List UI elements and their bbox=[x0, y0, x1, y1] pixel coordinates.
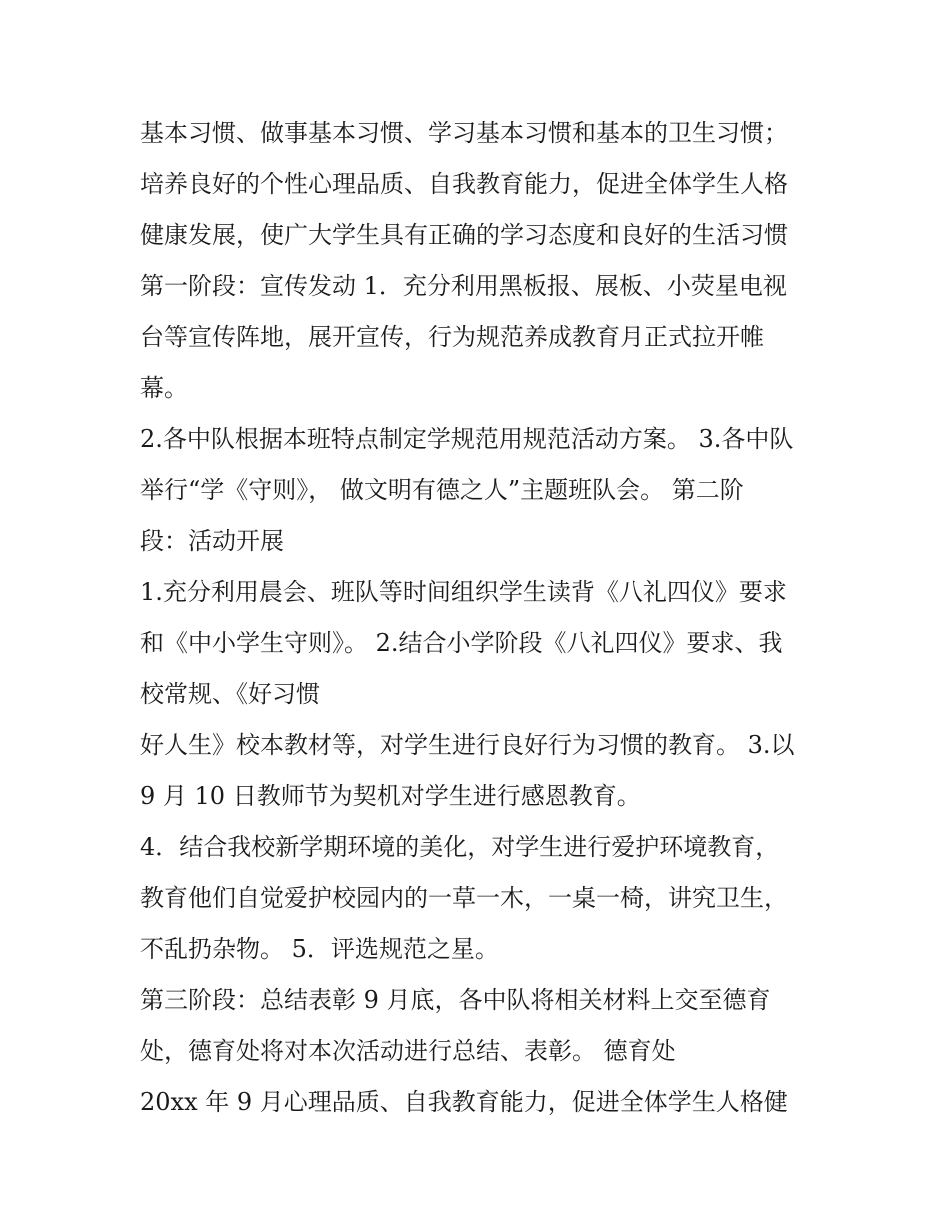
text-line: 1.充分利用晨会、班队等时间组织学生读背《八礼四仪》要求 bbox=[140, 578, 787, 606]
text-line: 2.各中队根据本班特点制定学规范用规范活动方案。 3.各中队 bbox=[140, 425, 794, 453]
text-line: 幕。 bbox=[140, 374, 188, 402]
text-line: 好人生》校本教材等，对学生进行良好行为习惯的教育。 3.以 bbox=[140, 731, 795, 759]
text-line: 培养良好的个性心理品质、自我教育能力，促进全体学生人格 bbox=[140, 170, 788, 198]
text-line: 基本习惯、做事基本习惯、学习基本习惯和基本的卫生习惯； bbox=[140, 119, 788, 147]
text-line: 台等宣传阵地，展开宣传，行为规范养成教育月正式拉开帷 bbox=[140, 323, 764, 351]
text-line: 校常规、《好习惯 bbox=[140, 680, 320, 708]
text-line: 处，德育处将对本次活动进行总结、表彰。 德育处 bbox=[140, 1037, 676, 1065]
text-line: 第三阶段：总结表彰 9 月底，各中队将相关材料上交至德育 bbox=[140, 986, 771, 1014]
text-line: 段：活动开展 bbox=[140, 527, 284, 555]
text-line: 第一阶段：宣传发动 1．充分利用黑板报、展板、小荧星电视 bbox=[140, 272, 787, 300]
text-line: 健康发展，使广大学生具有正确的学习态度和良好的生活习惯 bbox=[140, 221, 788, 249]
text-line: 举行“学《守则》， 做文明有德之人”主题班队会。 第二阶 bbox=[140, 476, 744, 504]
text-line: 和《中小学生守则》。 2.结合小学阶段《八礼四仪》要求、我 bbox=[140, 629, 783, 657]
text-line: 4．结合我校新学期环境的美化，对学生进行爱护环境教育， bbox=[140, 833, 780, 861]
text-line: 20xx 年 9 月心理品质、自我教育能力，促进全体学生人格健 bbox=[140, 1088, 788, 1116]
document-body bbox=[140, 108, 830, 1128]
text-line: 9 月 10 日教师节为契机对学生进行感恩教育。 bbox=[140, 782, 641, 810]
text-line: 不乱扔杂物。 5．评选规范之星。 bbox=[140, 935, 499, 963]
text-line: 教育他们自觉爱护校园内的一草一木，一桌一椅，讲究卫生， bbox=[140, 884, 788, 912]
